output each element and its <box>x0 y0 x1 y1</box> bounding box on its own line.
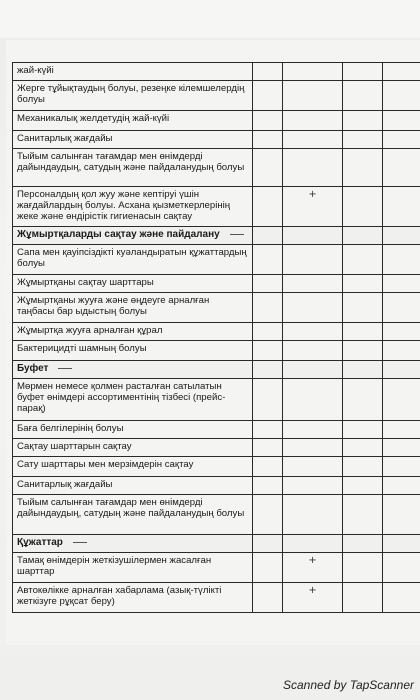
answer-cell <box>253 361 283 379</box>
criterion-text <box>13 583 253 613</box>
row-text: Сақтау шарттарын сақтау <box>17 441 132 452</box>
answer-cell <box>253 245 283 275</box>
section-header-row <box>13 361 420 379</box>
answer-cell <box>253 63 283 81</box>
answer-cell <box>343 275 383 293</box>
criterion-text <box>13 187 253 227</box>
answer-cell <box>383 477 420 495</box>
answer-cell <box>283 495 343 535</box>
checklist-row <box>13 379 420 421</box>
row-text: Сапа мен қауіпсіздікті куәландыратын құжаттардың болуы <box>17 247 247 269</box>
criterion-text <box>13 275 253 293</box>
criterion-text <box>13 293 253 323</box>
checklist-row <box>13 187 420 227</box>
answer-cell <box>283 293 343 323</box>
answer-cell <box>383 245 420 275</box>
criterion-text <box>13 553 253 583</box>
checklist-row <box>13 457 420 477</box>
criterion-text <box>13 81 253 111</box>
answer-cell <box>283 583 343 613</box>
row-text: Тыйым салынған тағамдар мен өнімдерді дайындаудың, сатудың және пайдаланудың болуы <box>17 151 245 173</box>
answer-cell <box>253 227 283 245</box>
answer-cell <box>253 553 283 583</box>
criterion-text <box>13 379 253 421</box>
answer-cell <box>383 457 420 477</box>
answer-cell <box>343 341 383 361</box>
checklist-row <box>13 275 420 293</box>
answer-cell <box>383 421 420 439</box>
checklist-row <box>13 111 420 131</box>
answer-cell <box>383 111 420 131</box>
answer-cell <box>343 323 383 341</box>
answer-cell <box>253 81 283 111</box>
answer-cell <box>283 535 343 553</box>
answer-cell <box>383 81 420 111</box>
handwritten-plus-mark: + <box>308 189 317 200</box>
checklist-row <box>13 149 420 187</box>
answer-cell <box>283 187 343 227</box>
answer-cell <box>283 439 343 457</box>
row-text: жай-күйі <box>17 65 54 76</box>
answer-cell <box>343 149 383 187</box>
answer-cell <box>283 63 343 81</box>
row-text: Жұмыртқа жууға арналған құрал <box>17 325 163 336</box>
criterion-text <box>13 439 253 457</box>
checklist-row <box>13 293 420 323</box>
checklist-row <box>13 341 420 361</box>
criterion-text <box>13 149 253 187</box>
handwritten-plus-mark: + <box>308 585 317 596</box>
answer-cell <box>253 477 283 495</box>
answer-cell <box>253 323 283 341</box>
criterion-text <box>13 131 253 149</box>
answer-cell <box>283 421 343 439</box>
row-text: Автокөлікке арналған хабарлама (азық-түлікті жеткізуге рұқсат беру) <box>17 585 222 607</box>
answer-cell <box>283 379 343 421</box>
handwritten-dash <box>230 234 244 235</box>
checklist-row <box>13 131 420 149</box>
handwritten-dash <box>73 542 87 543</box>
row-text: Буфет <box>17 363 49 374</box>
answer-cell <box>253 293 283 323</box>
row-text: Құжаттар <box>17 537 63 548</box>
answer-cell <box>343 63 383 81</box>
checklist-row <box>13 553 420 583</box>
answer-cell <box>253 149 283 187</box>
checklist-row <box>13 323 420 341</box>
answer-cell <box>253 421 283 439</box>
section-header-row <box>13 227 420 245</box>
answer-cell <box>253 535 283 553</box>
answer-cell <box>253 457 283 477</box>
answer-cell <box>383 187 420 227</box>
answer-cell <box>253 583 283 613</box>
answer-cell <box>253 111 283 131</box>
criterion-text <box>13 341 253 361</box>
answer-cell <box>343 457 383 477</box>
answer-cell <box>343 131 383 149</box>
answer-cell <box>253 131 283 149</box>
checklist-row <box>13 421 420 439</box>
answer-cell <box>253 341 283 361</box>
row-text: Санитарлық жағдайы <box>17 133 113 144</box>
checklist-row <box>13 439 420 457</box>
answer-cell <box>343 421 383 439</box>
criterion-text <box>13 495 253 535</box>
answer-cell <box>283 477 343 495</box>
answer-cell <box>283 457 343 477</box>
section-header-row <box>13 535 420 553</box>
answer-cell <box>343 477 383 495</box>
checklist-table <box>12 62 420 613</box>
answer-cell <box>253 495 283 535</box>
checklist-row <box>13 495 420 535</box>
answer-cell <box>383 131 420 149</box>
row-text: Тамақ өнімдерін жеткізушілермен жасалған шарттар <box>17 555 212 577</box>
answer-cell <box>283 323 343 341</box>
checklist-row <box>13 81 420 111</box>
answer-cell <box>343 535 383 553</box>
answer-cell <box>383 535 420 553</box>
answer-cell <box>283 553 343 583</box>
answer-cell <box>283 245 343 275</box>
answer-cell <box>253 379 283 421</box>
section-title <box>13 535 253 553</box>
answer-cell <box>383 63 420 81</box>
row-text: Персоналдың қол жуу және кептіруі үшін жағдайлардың болуы. Асхана қызметкерлерінің жеке және өндірістік гигиенасын сақтау <box>17 189 231 222</box>
criterion-text <box>13 477 253 495</box>
answer-cell <box>253 187 283 227</box>
row-text: Сату шарттары мен мерзімдерін сақтау <box>17 459 194 470</box>
row-text: Механикалық желдетудің жай-күйі <box>17 113 170 124</box>
answer-cell <box>283 227 343 245</box>
answer-cell <box>383 439 420 457</box>
answer-cell <box>343 495 383 535</box>
row-text: Баға белгілерінің болуы <box>17 423 124 434</box>
criterion-text <box>13 421 253 439</box>
row-text: Санитарлық жағдайы <box>17 479 113 490</box>
row-text: Жұмыртқаларды сақтау және пайдалану <box>17 229 220 240</box>
criterion-text <box>13 63 253 81</box>
answer-cell <box>343 293 383 323</box>
answer-cell <box>343 245 383 275</box>
criterion-text <box>13 457 253 477</box>
criterion-text <box>13 111 253 131</box>
answer-cell <box>283 81 343 111</box>
answer-cell <box>383 323 420 341</box>
answer-cell <box>383 341 420 361</box>
section-title <box>13 227 253 245</box>
checklist-row <box>13 477 420 495</box>
row-text: Бактерицидті шамның болуы <box>17 343 147 354</box>
answer-cell <box>343 553 383 583</box>
checklist-row <box>13 63 420 81</box>
criterion-text <box>13 245 253 275</box>
answer-cell <box>253 439 283 457</box>
answer-cell <box>383 553 420 583</box>
answer-cell <box>343 81 383 111</box>
answer-cell <box>343 439 383 457</box>
row-text: Жерге тұйықтаудың болуы, резеңке кілемшелердің болуы <box>17 83 245 105</box>
answer-cell <box>283 149 343 187</box>
answer-cell <box>383 583 420 613</box>
answer-cell <box>343 583 383 613</box>
row-text: Тыйым салынған тағамдар мен өнімдерді дайындаудың, сатудың және пайдаланудың болуы <box>17 497 245 519</box>
answer-cell <box>383 361 420 379</box>
row-text: Мөрмен немесе қолмен расталған сатылатын буфет өнімдері ассортиментінің тізбесі (прейс-парақ) <box>17 381 226 414</box>
checklist-row <box>13 583 420 613</box>
answer-cell <box>283 361 343 379</box>
row-text: Жұмыртқаны жууға және өңдеуге арналған таңбасы бар ыдыстың болуы <box>17 295 210 317</box>
answer-cell <box>383 293 420 323</box>
answer-cell <box>343 111 383 131</box>
answer-cell <box>283 275 343 293</box>
answer-cell <box>383 227 420 245</box>
top-margin <box>0 0 420 38</box>
answer-cell <box>343 379 383 421</box>
row-text: Жұмыртқаны сақтау шарттары <box>17 277 154 288</box>
answer-cell <box>383 495 420 535</box>
answer-cell <box>283 341 343 361</box>
answer-cell <box>383 149 420 187</box>
answer-cell <box>253 275 283 293</box>
answer-cell <box>343 227 383 245</box>
scanner-watermark: Scanned by TapScanner <box>283 678 414 692</box>
answer-cell <box>383 379 420 421</box>
answer-cell <box>383 275 420 293</box>
checklist-row <box>13 245 420 275</box>
answer-cell <box>283 111 343 131</box>
answer-cell <box>283 131 343 149</box>
answer-cell <box>343 361 383 379</box>
answer-cell <box>343 187 383 227</box>
criterion-text <box>13 323 253 341</box>
section-title <box>13 361 253 379</box>
handwritten-plus-mark: + <box>308 555 317 566</box>
handwritten-dash <box>58 368 72 369</box>
